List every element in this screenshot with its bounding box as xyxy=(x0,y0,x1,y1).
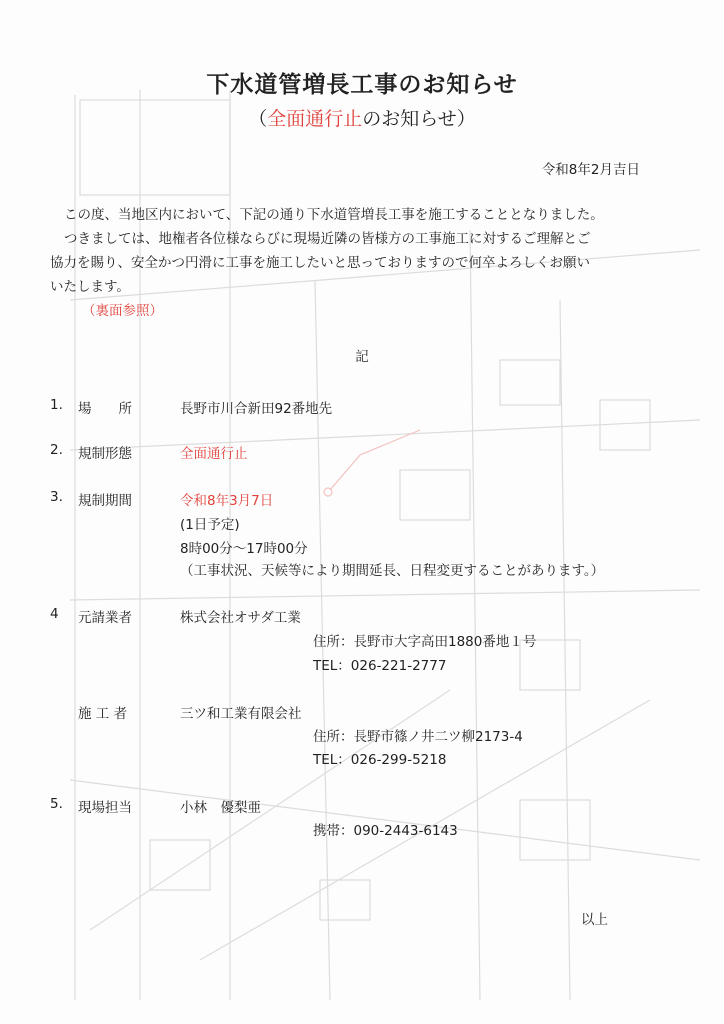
subtitle-rest: のお知らせ） xyxy=(362,108,476,130)
intro-line-2: つきましては、地権者各位様ならびに現場近隣の皆様方の工事施工に対するご理解とご xyxy=(64,231,591,247)
intro-line-3: 協力を賜り、安全かつ円滑に工事を施工したいと思っておりますので何卒よろしくお願い xyxy=(50,255,590,271)
item-5-label: 現場担当 xyxy=(78,800,132,816)
prime-contractor-name: 株式会社オサダ工業 xyxy=(180,610,301,626)
item-3-note: （工事状況、天候等により期間延長、日程変更することがあります。） xyxy=(180,563,605,579)
item-3-time: 8時00分～17時00分 xyxy=(180,541,308,557)
item-1-label: 場 所 xyxy=(78,401,132,417)
item-5-number: 5. xyxy=(50,796,63,812)
builder-address: 住所：長野市篠ノ井二ツ柳2173-4 xyxy=(313,729,523,745)
item-4-label: 元請業者 xyxy=(78,610,132,626)
intro-line-1: この度、当地区内において、下記の通り下水道管増長工事を施工することとなりました。 xyxy=(64,207,604,223)
prime-contractor-tel: TEL：026-221-2777 xyxy=(313,658,447,674)
ki-heading: 記 xyxy=(355,349,369,365)
prime-contractor-address: 住所：長野市大字高田1880番地１号 xyxy=(313,634,537,650)
item-2-label: 規制形態 xyxy=(78,446,132,462)
item-3-number: 3. xyxy=(50,489,63,505)
closing-mark: 以上 xyxy=(581,912,608,928)
site-manager-mobile: 携帯：090-2443-6143 xyxy=(313,823,458,839)
subtitle xyxy=(0,104,724,131)
item-4-number: 4 xyxy=(50,606,59,622)
builder-name: 三ツ和工業有限会社 xyxy=(180,706,302,722)
issue-date: 令和8年2月吉日 xyxy=(541,162,640,178)
item-2-number: 2. xyxy=(50,442,63,458)
builder-label: 施 工 者 xyxy=(78,706,128,722)
builder-tel: TEL：026-299-5218 xyxy=(313,752,447,768)
item-3-days: (1日予定) xyxy=(180,517,240,533)
item-1-value: 長野市川合新田92番地先 xyxy=(180,401,333,417)
subtitle-open: （ xyxy=(248,108,268,130)
reference-note: （裏面参照） xyxy=(82,303,163,319)
subtitle-highlight: 全面通行止 xyxy=(267,108,363,130)
item-2-value: 全面通行止 xyxy=(180,446,248,462)
item-3-date: 令和8年3月7日 xyxy=(180,493,274,509)
item-3-label: 規制期間 xyxy=(78,493,132,509)
site-manager-name: 小林 優梨亜 xyxy=(180,800,261,816)
item-1-number: 1. xyxy=(50,397,63,413)
page-title: 下水道管増長工事のお知らせ xyxy=(206,72,518,98)
intro-line-4: いたします。 xyxy=(50,279,130,295)
